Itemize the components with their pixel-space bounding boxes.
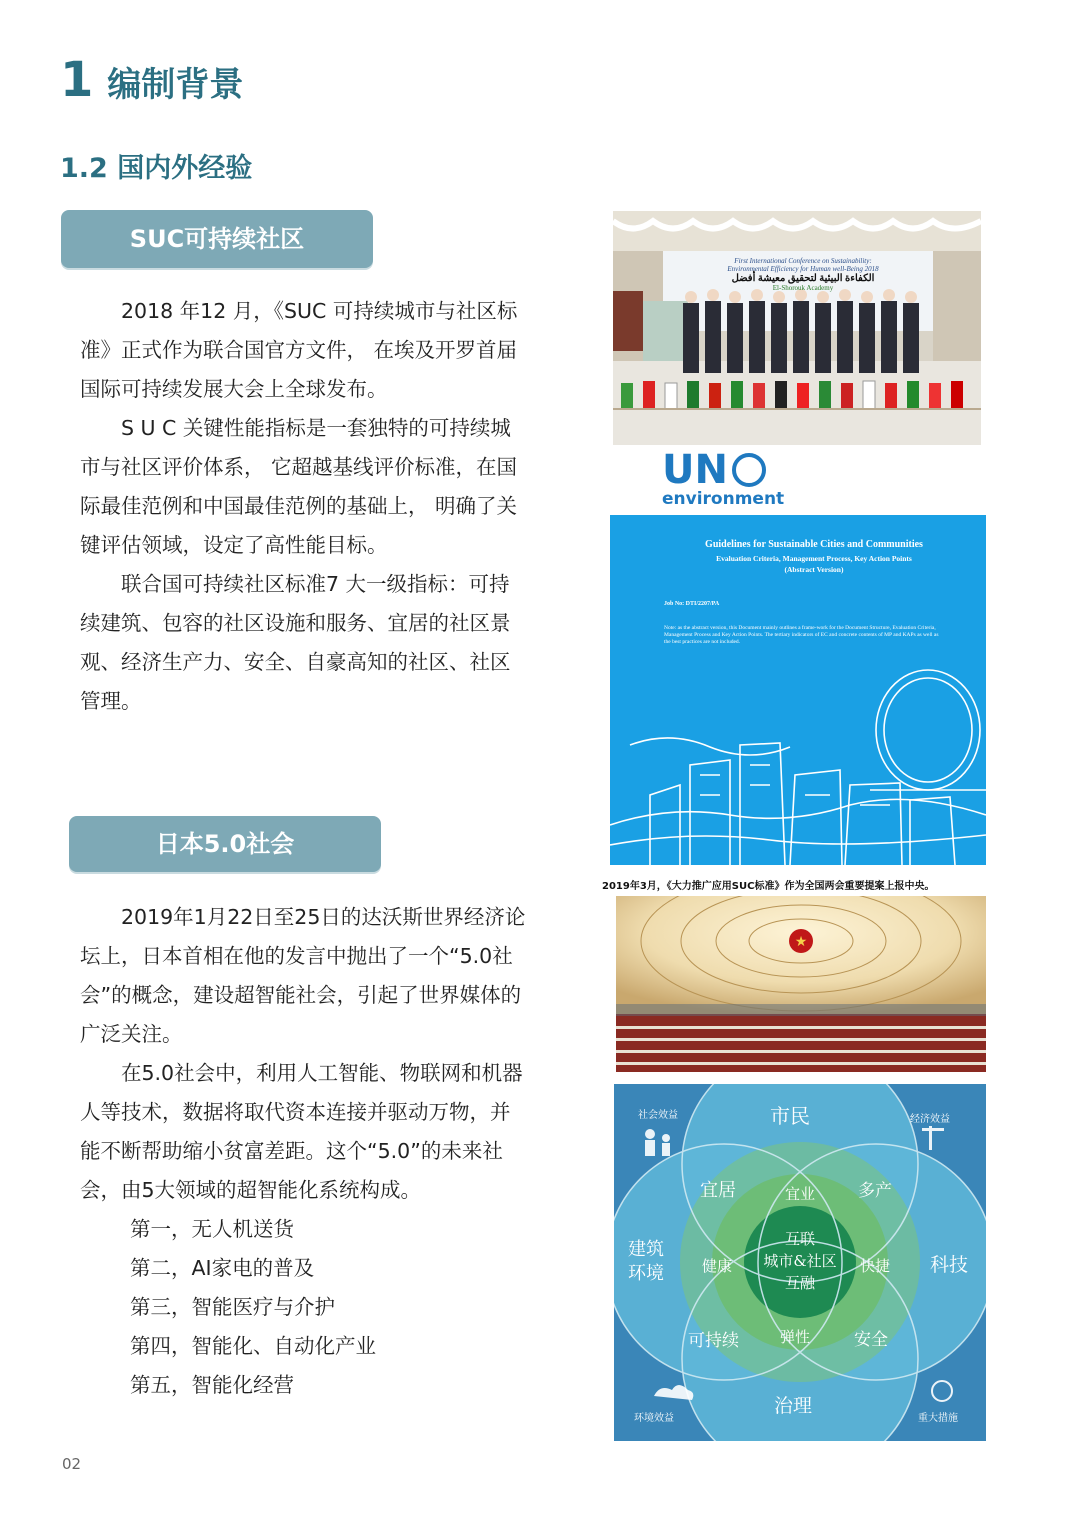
venn-corner-br: 重大措施: [918, 1413, 958, 1424]
list-item: 第一，无人机送货: [130, 1217, 294, 1241]
venn-label-right: 科技: [930, 1254, 969, 1276]
venn-center-line1: 互联: [784, 1230, 815, 1248]
banner-arabic: الكفاءة البيئية لتحقيق معيشة أفضل: [731, 273, 875, 284]
banner-line1: First International Conference on Sustainability:: [734, 257, 872, 265]
section2-paragraph: 在5.0社会中，利用人工智能、物联网和机器人等技术，数据将取代资本连接并驱动万物，并能不断帮助缩小贫富差距。这个“5.0”的未来社会，由5大领域的超智能化系统构成。: [80, 1061, 523, 1202]
photo-caption: 2019年3月，《大力推广应用SUC标准》作为全国两会重要提案上报中央。: [602, 881, 935, 892]
cover-job-no: Job No: DTI/2207/PA: [664, 601, 720, 607]
venn-center-label: [750, 1228, 850, 1294]
section2-body: [80, 898, 530, 1405]
environment-text: environment: [662, 489, 785, 509]
chapter-title: 编制背景: [107, 65, 244, 105]
section1-body: [80, 292, 530, 721]
list-item: 第四，智能化、自动化产业: [130, 1334, 376, 1358]
section-subheading: 1.2 国内外经验: [60, 153, 253, 184]
section1-paragraph: 联合国可持续社区标准7 大一级指标：可持续建筑、包容的社区设施和服务、宜居的社区景观、经济生产力、安全、自豪高知的社区、社区管理。: [80, 572, 511, 713]
banner-line2: Environmental Efficiency for Human well-Being 2018: [727, 265, 879, 273]
cover-note: Note: as the abstract version, this Document mainly outlines a frame-work for the Document Structure, Evaluation Criteria, Management Process and Key Action Points. The tertiary indicators of EC and concrete contents of MP and KAPs as well as the best practices are not included.: [664, 625, 939, 645]
venn-label-jiankang: 健康: [702, 1257, 733, 1275]
un-emblem-icon: [732, 453, 766, 487]
venn-corner-tl: 社会效益: [638, 1110, 678, 1121]
venn-label-yiye: 宜业: [785, 1185, 816, 1203]
cover-subtitle: Evaluation Criteria, Management Process, Key Action Points: [716, 554, 912, 563]
venn-corner-bl: 环境效益: [634, 1413, 674, 1424]
venn-label-duochan: 多产: [858, 1181, 892, 1201]
un-guidelines-cover: [610, 515, 986, 865]
venn-label-kuaijie: 快捷: [860, 1257, 891, 1275]
svg-text:★: ★: [794, 934, 808, 950]
cover-version: (Abstract Version): [784, 565, 844, 574]
chapter-heading: [60, 52, 243, 108]
venn-label-left: 建筑 环境: [628, 1239, 664, 1284]
conference-photo: [613, 211, 981, 445]
venn-center-line2: 城市&社区: [763, 1252, 837, 1270]
section-tag-japan: 日本5.0社会: [69, 816, 381, 872]
venn-label-kechixu: 可持续: [688, 1331, 739, 1351]
section1-paragraph: 2018 年12 月，《SUC 可持续城市与社区标准》正式作为联合国官方文件， 在埃及开罗首届国际可持续发展大会上全球发布。: [80, 299, 518, 401]
page-number: 02: [62, 1455, 82, 1473]
list-item: 第五，智能化经营: [130, 1373, 294, 1397]
venn-corner-tr: 经济效益: [910, 1114, 950, 1125]
cover-sketch-illustration: [610, 515, 986, 865]
suc-venn-diagram: [614, 1084, 986, 1441]
un-text: UN: [662, 447, 728, 493]
banner-academy: El-Shorouk Academy: [772, 284, 834, 292]
venn-label-tanxing: 弹性: [780, 1328, 811, 1346]
list-item: 第三，智能医疗与介护: [130, 1295, 335, 1319]
venn-label-yiju: 宜居: [700, 1180, 736, 1201]
chapter-number: 1: [60, 52, 94, 108]
section2-paragraph: 2019年1月22日至25日的达沃斯世界经济论坛上，日本首相在他的发言中抛出了一个“5.0社会”的概念，建设超智能社会，引起了世界媒体的广泛关注。: [80, 905, 526, 1046]
venn-label-bottom: 治理: [774, 1395, 813, 1417]
section-tag-suc: SUC可持续社区: [61, 210, 373, 268]
list-item: 第二，AI家电的普及: [130, 1256, 315, 1280]
great-hall-photo: [616, 896, 986, 1072]
cover-title: Guidelines for Sustainable Cities and Communities: [705, 539, 923, 550]
venn-center-line3: 互融: [784, 1274, 815, 1292]
venn-label-anquan: 安全: [854, 1330, 888, 1350]
section1-paragraph: S U C 关键性能指标是一套独特的可持续城市与社区评价体系， 它超越基线评价标准，在国际最佳范例和中国最佳范例的基础上， 明确了关键评估领域，设定了高性能目标。: [80, 416, 518, 557]
venn-label-top: 市民: [770, 1104, 810, 1128]
un-environment-logo: [662, 449, 784, 509]
